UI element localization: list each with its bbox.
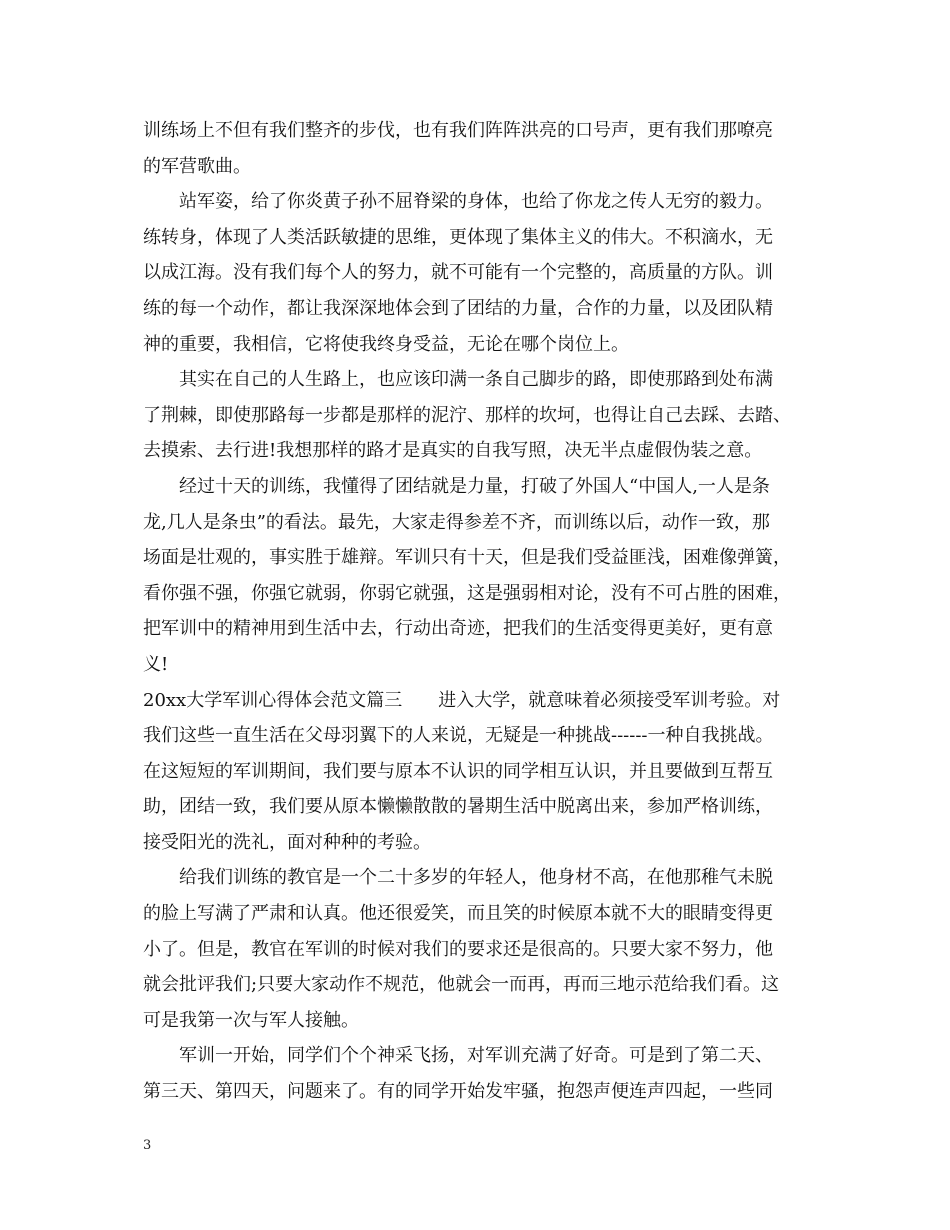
text-line: 经过十天的训练，我懂得了团结就是力量，打破了外国人“中国人,一人是条 — [179, 475, 770, 497]
page-number: 3 — [143, 1138, 152, 1153]
text-line-after: 我们这些一直生活在父母羽翼下的人来说，无疑是一种挑战------一种自我挑战。 — [143, 725, 774, 747]
text-line: 龙,几人是条虫”的看法。最先，大家走得参差不齐，而训练以后，动作一致，那 — [143, 511, 770, 533]
text-line-after: 在这短短的军训期间，我们要与原本不认识的同学相互认识，并且要做到互帮互 — [143, 760, 773, 782]
section-heading-first-text: 进入大学，就意味着必须接受军训考验。对 — [438, 689, 781, 711]
text-line: 神的重要，我相信，它将使我终身受益，无论在哪个岗位上。 — [143, 333, 629, 355]
text-line-after: 接受阳光的洗礼，面对种种的考验。 — [143, 831, 431, 853]
text-line-after: 第三天、第四天，问题来了。有的同学开始发牢骚，抱怨声便连声四起，一些同 — [143, 1081, 773, 1103]
text-line-after: 就会批评我们;只要大家动作不规范，他就会一而再，再而三地示范给我们看。这 — [143, 974, 780, 996]
section-heading-title: 20xx大学军训心得体会范文篇三 — [143, 689, 403, 711]
text-line-after: 助，团结一致，我们要从原本懒懒散散的暑期生活中脱离出来，参加严格训练， — [143, 796, 773, 818]
text-line: 场面是壮观的，事实胜于雄辩。军训只有十天，但是我们受益匪浅，困难像弹簧， — [143, 547, 791, 569]
text-line: 把军训中的精神用到生活中去，行动出奇迹，把我们的生活变得更美好，更有意 — [143, 618, 773, 640]
text-line: 以成江海。没有我们每个人的努力，就不可能有一个完整的，高质量的方队。训 — [143, 262, 773, 284]
text-line: 的军营歌曲。 — [143, 155, 251, 177]
text-line: 训练场上不但有我们整齐的步伐，也有我们阵阵洪亮的口号声，更有我们那嘹亮 — [143, 120, 773, 141]
text-line-after: 给我们训练的教官是一个二十多岁的年轻人，他身材不高，在他那稚气未脱 — [179, 867, 773, 889]
text-line: 其实在自己的人生路上，也应该印满一条自己脚步的路，即使那路到处布满 — [179, 369, 773, 391]
text-line-after: 小了。但是，教官在军训的时候对我们的要求还是很高的。只要大家不努力，他 — [143, 938, 773, 960]
text-line: 去摸索、去行进!我想那样的路才是真实的自我写照，决无半点虚假伪装之意。 — [143, 440, 763, 462]
text-line: 练的每一个动作，都让我深深地体会到了团结的力量，合作的力量，以及团队精 — [143, 297, 773, 319]
document-body — [143, 113, 823, 1110]
text-line-after: 的脸上写满了严肃和认真。他还很爱笑，而且笑的时候原本就不大的眼睛变得更 — [143, 903, 773, 925]
text-line: 站军姿，给了你炎黄子孙不屈脊梁的身体，也给了你龙之传人无穷的毅力。 — [179, 191, 773, 213]
text-line: 义! — [143, 653, 169, 675]
text-line: 练转身，体现了人类活跃敏捷的思维，更体现了集体主义的伟大。不积滴水，无 — [143, 226, 773, 248]
text-line-after: 军训一开始，同学们个个神采飞扬，对军训充满了好奇。可是到了第二天、 — [179, 1045, 773, 1067]
text-line: 了荆棘，即使那路每一步都是那样的泥泞、那样的坎坷，也得让自己去踩、去踏、 — [143, 404, 791, 426]
text-line-after: 可是我第一次与军人接触。 — [143, 1009, 359, 1031]
text-line: 看你强不强，你强它就弱，你弱它就强，这是强弱相对论，没有不可占胜的困难， — [143, 582, 791, 604]
section-heading-line — [143, 683, 823, 719]
